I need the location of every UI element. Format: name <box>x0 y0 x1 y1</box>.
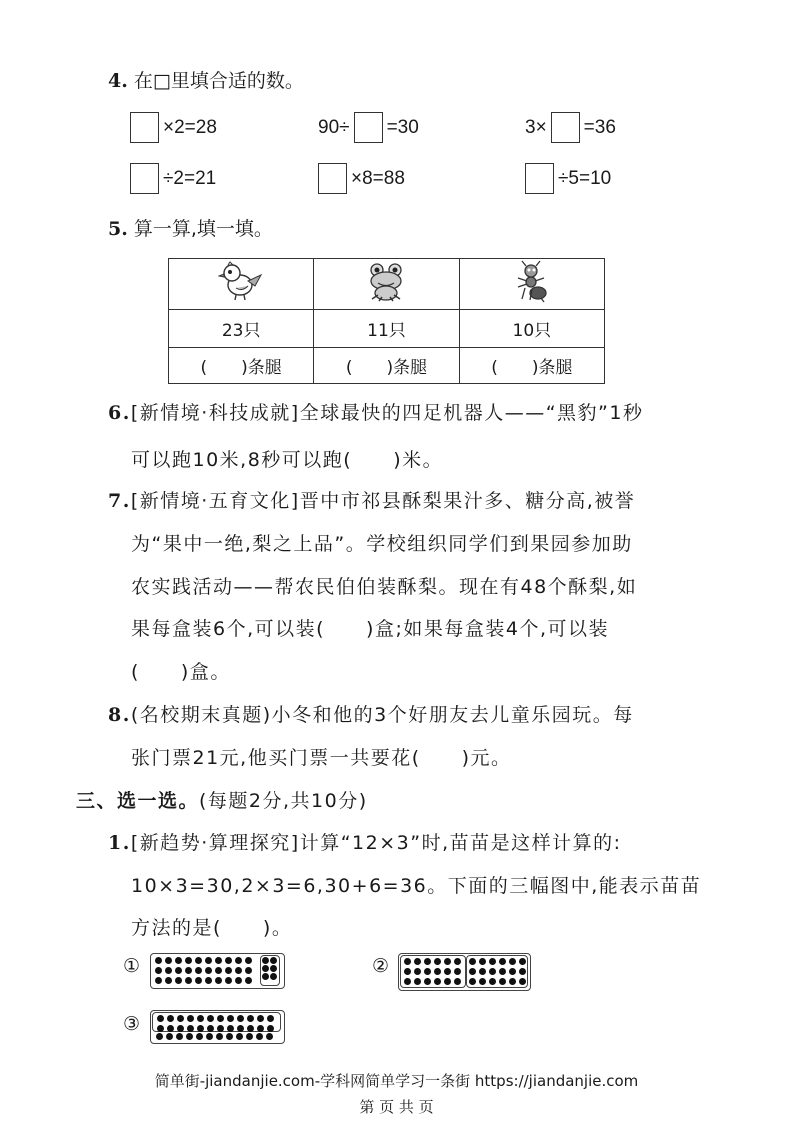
dot <box>245 967 252 974</box>
q6-line-1: 6.[新情境·科技成就]全球最快的四足机器人——“黑豹”1秒 <box>108 402 644 424</box>
q5-title: 5. 算一算,填一填。 <box>108 218 273 240</box>
dot <box>245 957 252 964</box>
ant-legs-blank[interactable]: ( )条腿 <box>459 348 604 384</box>
q8-line-1: 8.(名校期末真题)小冬和他的3个好朋友去儿童乐园玩。每 <box>108 704 634 726</box>
dot <box>215 977 222 984</box>
dot <box>227 1025 234 1032</box>
dot <box>509 978 516 985</box>
dot <box>424 958 431 965</box>
dot <box>225 977 232 984</box>
dot <box>509 968 516 975</box>
dot <box>256 1033 263 1040</box>
dot <box>479 958 486 965</box>
dot <box>454 958 461 965</box>
dot <box>156 1033 163 1040</box>
dot <box>246 1033 253 1040</box>
q8-line-2: 张门票21元,他买门票一共要花( )元。 <box>131 747 512 769</box>
dot <box>444 978 451 985</box>
dot <box>217 1025 224 1032</box>
option-2-dot-array[interactable] <box>398 953 531 991</box>
q4-title: 4. 在□里填合适的数。 <box>108 70 304 92</box>
dots-6x3-group-a <box>400 955 466 988</box>
inline-box-symbol: □ <box>152 70 171 92</box>
dot <box>206 1033 213 1040</box>
q6-line-2: 可以跑10米,8秒可以跑( )米。 <box>131 449 444 471</box>
dot <box>185 957 192 964</box>
dot <box>245 977 252 984</box>
frog-icon <box>364 261 408 303</box>
dot <box>176 1033 183 1040</box>
ant-cell <box>459 259 604 310</box>
answer-box[interactable] <box>354 112 383 143</box>
ant-count: 10只 <box>459 310 604 348</box>
answer-box[interactable] <box>551 112 580 143</box>
answer-box[interactable] <box>130 112 159 143</box>
dot <box>479 968 486 975</box>
dot <box>205 977 212 984</box>
dot <box>270 973 277 980</box>
dot <box>236 1033 243 1040</box>
dot <box>217 1015 224 1022</box>
dot <box>454 978 461 985</box>
q7-line-5: ( )盒。 <box>131 661 231 683</box>
dot <box>262 965 269 972</box>
dot <box>499 958 506 965</box>
dot <box>167 1025 174 1032</box>
dot <box>166 1033 173 1040</box>
dot <box>155 967 162 974</box>
section-3-heading: 三、选一选。(每题2分,共10分) <box>76 790 368 812</box>
dot <box>235 967 242 974</box>
dot <box>167 1015 174 1022</box>
dot <box>267 1015 274 1022</box>
dot <box>175 977 182 984</box>
dot <box>195 977 202 984</box>
dot <box>175 967 182 974</box>
equation-2: 90÷ =30 <box>318 112 419 143</box>
dot <box>226 1033 233 1040</box>
dot <box>175 957 182 964</box>
answer-box[interactable] <box>525 163 554 194</box>
dot <box>237 1015 244 1022</box>
dot <box>414 958 421 965</box>
dot <box>469 978 476 985</box>
dot <box>509 958 516 965</box>
dot <box>489 968 496 975</box>
q7-line-1: 7.[新情境·五育文化]晋中市祁县酥梨果汁多、糖分高,被誉 <box>108 490 636 512</box>
dot <box>185 967 192 974</box>
dot <box>454 968 461 975</box>
dot <box>267 1025 274 1032</box>
dot <box>205 967 212 974</box>
dot <box>479 978 486 985</box>
dot <box>207 1015 214 1022</box>
option-1-label[interactable]: ① <box>123 955 141 977</box>
frog-legs-blank[interactable]: ( )条腿 <box>314 348 459 384</box>
dot <box>225 967 232 974</box>
answer-box[interactable] <box>130 163 159 194</box>
dot <box>469 958 476 965</box>
equation-4: ÷2=21 <box>130 163 216 194</box>
dot <box>404 978 411 985</box>
dot <box>215 957 222 964</box>
dot <box>424 968 431 975</box>
dot <box>155 957 162 964</box>
frog-count: 11只 <box>314 310 459 348</box>
q4-number: 4. <box>108 70 128 92</box>
dot <box>235 977 242 984</box>
dots-12x2-group <box>152 1012 281 1032</box>
dot <box>262 957 269 964</box>
dot <box>489 958 496 965</box>
dot <box>519 968 526 975</box>
frog-cell <box>314 259 459 310</box>
bird-cell <box>169 259 314 310</box>
option-1-dot-array[interactable] <box>150 953 285 989</box>
option-3-label[interactable]: ③ <box>123 1013 141 1035</box>
dot <box>177 1015 184 1022</box>
dot <box>186 1033 193 1040</box>
dot <box>216 1033 223 1040</box>
animal-table <box>168 258 605 384</box>
dot <box>434 958 441 965</box>
dot <box>165 977 172 984</box>
dot <box>235 957 242 964</box>
dots-6x3-group-b <box>466 955 528 988</box>
dot <box>519 978 526 985</box>
dot <box>227 1015 234 1022</box>
equation-1: ×2=28 <box>130 112 217 143</box>
dot <box>469 968 476 975</box>
option-2-label[interactable]: ② <box>372 955 390 977</box>
dot <box>185 977 192 984</box>
dot <box>499 978 506 985</box>
dot <box>197 1015 204 1022</box>
dot <box>270 957 277 964</box>
dot <box>519 958 526 965</box>
dot <box>195 967 202 974</box>
dot <box>177 1025 184 1032</box>
dots-2x3-group <box>260 955 280 986</box>
q7-line-3: 农实践活动——帮农民伯伯装酥梨。现在有48个酥梨,如 <box>131 576 638 598</box>
dot <box>157 1025 164 1032</box>
option-3-dot-array[interactable] <box>150 1010 285 1044</box>
dot <box>195 957 202 964</box>
dot <box>237 1025 244 1032</box>
dot <box>262 973 269 980</box>
dot <box>247 1015 254 1022</box>
dot <box>247 1025 254 1032</box>
dot <box>489 978 496 985</box>
dot <box>225 957 232 964</box>
bird-count: 23只 <box>169 310 314 348</box>
equation-3: 3× =36 <box>525 112 616 143</box>
dot <box>155 977 162 984</box>
equation-6: ÷5=10 <box>525 163 611 194</box>
dot <box>196 1033 203 1040</box>
footer-page: 第 页 共 页 <box>359 1098 434 1116</box>
dot <box>197 1025 204 1032</box>
dot <box>414 978 421 985</box>
dot <box>207 1025 214 1032</box>
dot <box>404 958 411 965</box>
q7-line-4: 果每盒装6个,可以装( )盒;如果每盒装4个,可以装 <box>131 618 609 640</box>
bird-legs-blank[interactable]: ( )条腿 <box>169 348 314 384</box>
dot <box>266 1033 273 1040</box>
dot <box>165 967 172 974</box>
dot <box>414 968 421 975</box>
dot <box>270 965 277 972</box>
dot <box>444 958 451 965</box>
dot <box>434 968 441 975</box>
s3q1-line-1: 1.[新趋势·算理探究]计算“12×3”时,苗苗是这样计算的: <box>108 832 622 854</box>
dot <box>165 957 172 964</box>
answer-box[interactable] <box>318 163 347 194</box>
dot <box>215 967 222 974</box>
dot <box>257 1025 264 1032</box>
footer-source: 简单街-jiandanjie.com-学科网简单学习一条街 https://jiandanjie.com <box>154 1072 639 1090</box>
ant-icon <box>510 260 554 304</box>
bird-icon <box>218 261 264 303</box>
dot <box>187 1015 194 1022</box>
dot <box>205 957 212 964</box>
dot <box>157 1015 164 1022</box>
dot <box>434 978 441 985</box>
dot <box>444 968 451 975</box>
dot <box>404 968 411 975</box>
s3q1-line-2: 10×3=30,2×3=6,30+6=36。下面的三幅图中,能表示苗苗 <box>131 875 702 897</box>
dot <box>499 968 506 975</box>
dot <box>257 1015 264 1022</box>
dot <box>424 978 431 985</box>
q7-line-2: 为“果中一绝,梨之上品”。学校组织同学们到果园参加助 <box>131 533 633 555</box>
s3q1-line-3: 方法的是( )。 <box>131 917 293 939</box>
equation-5: ×8=88 <box>318 163 405 194</box>
dot <box>187 1025 194 1032</box>
